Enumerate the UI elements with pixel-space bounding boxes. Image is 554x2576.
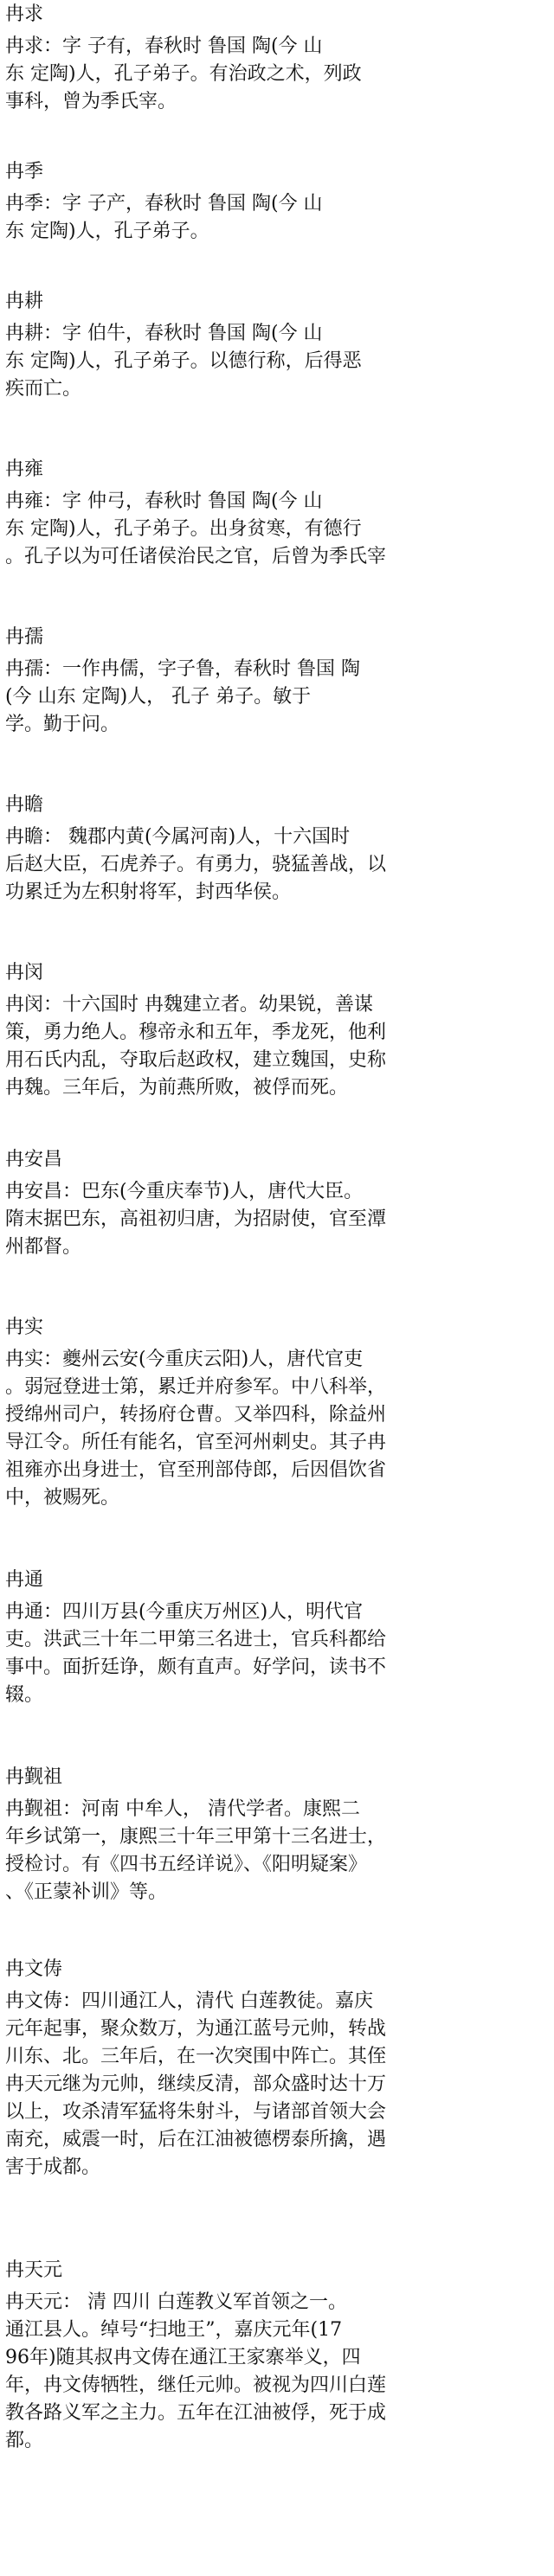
entry-line: 冉安昌：巴东(今重庆奉节)人，唐代大臣。 xyxy=(5,1181,364,1202)
entry-ran-shi xyxy=(0,1315,554,1512)
entry-body xyxy=(0,488,554,571)
entry-line: 事科，曾为季氏宰。 xyxy=(5,91,177,112)
entry-body xyxy=(0,190,554,246)
entry-line: 冉雍：字 仲弓，春秋时 鲁国 陶(今 山 xyxy=(5,490,323,512)
entry-ran-geng xyxy=(0,289,554,403)
entry-line: 96年)随其叔冉文俦在通江王家寨举义，四 xyxy=(5,2347,361,2368)
entry-line: 授绵州司户，转扬府仓曹。又举四科，除益州 xyxy=(5,1404,387,1426)
entry-body xyxy=(0,320,554,403)
entry-line: 冉天元： 清 四川 白莲教义军首领之一。 xyxy=(5,2291,347,2313)
entry-ran-ru xyxy=(0,625,554,739)
entry-line: 冉实：夔州云安(今重庆云阳)人，唐代官吏 xyxy=(5,1349,364,1370)
entry-line: 疾而亡。 xyxy=(5,378,82,400)
entry-line: 冉瞻： 魏郡内黄(今属河南)人，十六国时 xyxy=(5,826,351,848)
entry-body xyxy=(0,1346,554,1512)
entry-line: 用石氏内乱，夺取后赵政权，建立魏国，史称 xyxy=(5,1049,387,1071)
entry-line: 通江县人。绰号“扫地王”，嘉庆元年(17 xyxy=(5,2319,343,2341)
entry-line: 事中。面折廷诤，颇有直声。好学问，读书不 xyxy=(5,1656,387,1678)
entry-body xyxy=(0,2289,554,2455)
entry-line: 冉闵：十六国时 冉魏建立者。幼果锐，善谋 xyxy=(5,994,373,1016)
entry-body xyxy=(0,33,554,116)
entry-ran-tianyuan xyxy=(0,2258,554,2455)
entry-heading: 冉求 xyxy=(5,3,44,25)
entry-line: 学。勤于问。 xyxy=(5,714,120,735)
entry-line: 冉孺：一作冉儒，字子鲁，春秋时 鲁国 陶 xyxy=(5,658,360,680)
entry-line: 祖雍亦出身进士，官至刑部侍郎，后因倡饮省 xyxy=(5,1459,387,1481)
entry-line: (今 山东 定陶)人， 孔子 弟子。敏于 xyxy=(5,686,312,708)
entry-heading: 冉耕 xyxy=(5,291,44,312)
entry-line: 以上，攻杀清军猛将朱射斗，与诸部首领大会 xyxy=(5,2101,387,2123)
entry-line: 吏。洪武三十年二甲第三名进士，官兵科都给 xyxy=(5,1629,387,1650)
entry-heading: 冉觐祖 xyxy=(5,1766,63,1788)
entry-line: 中，被赐死。 xyxy=(5,1487,120,1509)
entry-line: 冉通：四川万县(今重庆万州区)人，明代官 xyxy=(5,1601,364,1623)
entry-line: 年乡试第一，康熙三十年三甲第十三名进士， xyxy=(5,1826,387,1848)
entry-heading: 冉天元 xyxy=(5,2259,63,2281)
entry-line: 授检讨。有《四书五经详说》、《阳明疑案》 xyxy=(5,1854,368,1875)
entry-line: 都。 xyxy=(5,2430,44,2451)
entry-ran-ji xyxy=(0,159,554,246)
entry-ran-wenchou xyxy=(0,1957,554,2182)
entry-body xyxy=(0,823,554,907)
entry-ran-qiu xyxy=(0,2,554,116)
entry-line: 教各路义军之主力。五年在江油被俘，死于成 xyxy=(5,2402,387,2424)
entry-line: 东 定陶)人，孔子弟子。出身贫寒，有德行 xyxy=(5,518,362,540)
entry-line: 冉季：字 子产，春秋时 鲁国 陶(今 山 xyxy=(5,193,323,215)
entry-body xyxy=(0,1796,554,1906)
entry-line: 州都督。 xyxy=(5,1236,82,1258)
entry-line: 冉天元继为元帅，继续反清，部众盛时达十万 xyxy=(5,2073,387,2095)
entry-heading: 冉文俦 xyxy=(5,1958,63,1980)
entry-line: 东 定陶)人，孔子弟子。有治政之术，列政 xyxy=(5,63,362,85)
entry-body xyxy=(0,1988,554,2182)
entry-line: 东 定陶)人，孔子弟子。 xyxy=(5,221,209,242)
entry-ran-zhan xyxy=(0,792,554,907)
entry-ran-jinzu xyxy=(0,1765,554,1906)
entry-line: 南充，威震一时，后在江油被德楞泰所擒，遇 xyxy=(5,2129,387,2150)
entry-line: 川东、北。三年后，在一次突围中阵亡。其侄 xyxy=(5,2046,387,2067)
entry-heading: 冉雍 xyxy=(5,458,44,480)
entry-line: 冉魏。三年后，为前燕所败，被俘而死。 xyxy=(5,1077,349,1099)
entry-ran-yong xyxy=(0,457,554,571)
entry-line: 冉觐祖：河南 中牟人， 清代学者。康熙二 xyxy=(5,1798,360,1820)
entry-heading: 冉安昌 xyxy=(5,1149,63,1170)
entry-body xyxy=(0,1599,554,1709)
entry-ran-anchang xyxy=(0,1147,554,1261)
entry-line: 后赵大臣，石虎养子。有勇力，骁猛善战，以 xyxy=(5,854,387,875)
entry-line: 、《正蒙补训》等。 xyxy=(5,1881,168,1903)
entry-body xyxy=(0,991,554,1102)
entry-ran-tong xyxy=(0,1567,554,1709)
entry-line: 冉耕：字 伯牛，春秋时 鲁国 陶(今 山 xyxy=(5,323,323,344)
entry-heading: 冉通 xyxy=(5,1569,44,1591)
entry-line: 隋末据巴东，高祖初归唐，为招尉使，官至潭 xyxy=(5,1208,387,1230)
entry-body xyxy=(0,656,554,739)
entry-line: 策，勇力绝人。穆帝永和五年，季龙死，他利 xyxy=(5,1022,387,1043)
entry-line: 。弱冠登进士第，累迁并府参军。中八科举， xyxy=(5,1376,387,1398)
entry-line: 。孔子以为可任诸侯治民之官，后曾为季氏宰 xyxy=(5,546,387,567)
entry-line: 东 定陶)人，孔子弟子。以德行称，后得恶 xyxy=(5,350,362,372)
entry-line: 导江令。所任有能名，官至河州刺史。其子冉 xyxy=(5,1432,387,1453)
entry-line: 害于成都。 xyxy=(5,2156,101,2178)
entry-body xyxy=(0,1178,554,1261)
entry-heading: 冉瞻 xyxy=(5,794,44,816)
entry-line: 年，冉文俦牺牲，继任元帅。被视为四川白莲 xyxy=(5,2374,387,2396)
entry-line: 冉求：字 子有，春秋时 鲁国 陶(今 山 xyxy=(5,35,323,57)
entry-line: 功累迁为左积射将军，封西华侯。 xyxy=(5,881,292,903)
entry-ran-min xyxy=(0,960,554,1102)
entry-heading: 冉孺 xyxy=(5,626,44,648)
entry-heading: 冉实 xyxy=(5,1317,44,1338)
entry-line: 元年起事，聚众数万，为通江蓝号元帅，转战 xyxy=(5,2018,387,2040)
entry-line: 冉文俦：四川通江人，清代 白莲教徒。嘉庆 xyxy=(5,1990,373,2012)
entry-line: 辍。 xyxy=(5,1684,44,1706)
entry-heading: 冉季 xyxy=(5,161,44,183)
entry-heading: 冉闵 xyxy=(5,962,44,984)
